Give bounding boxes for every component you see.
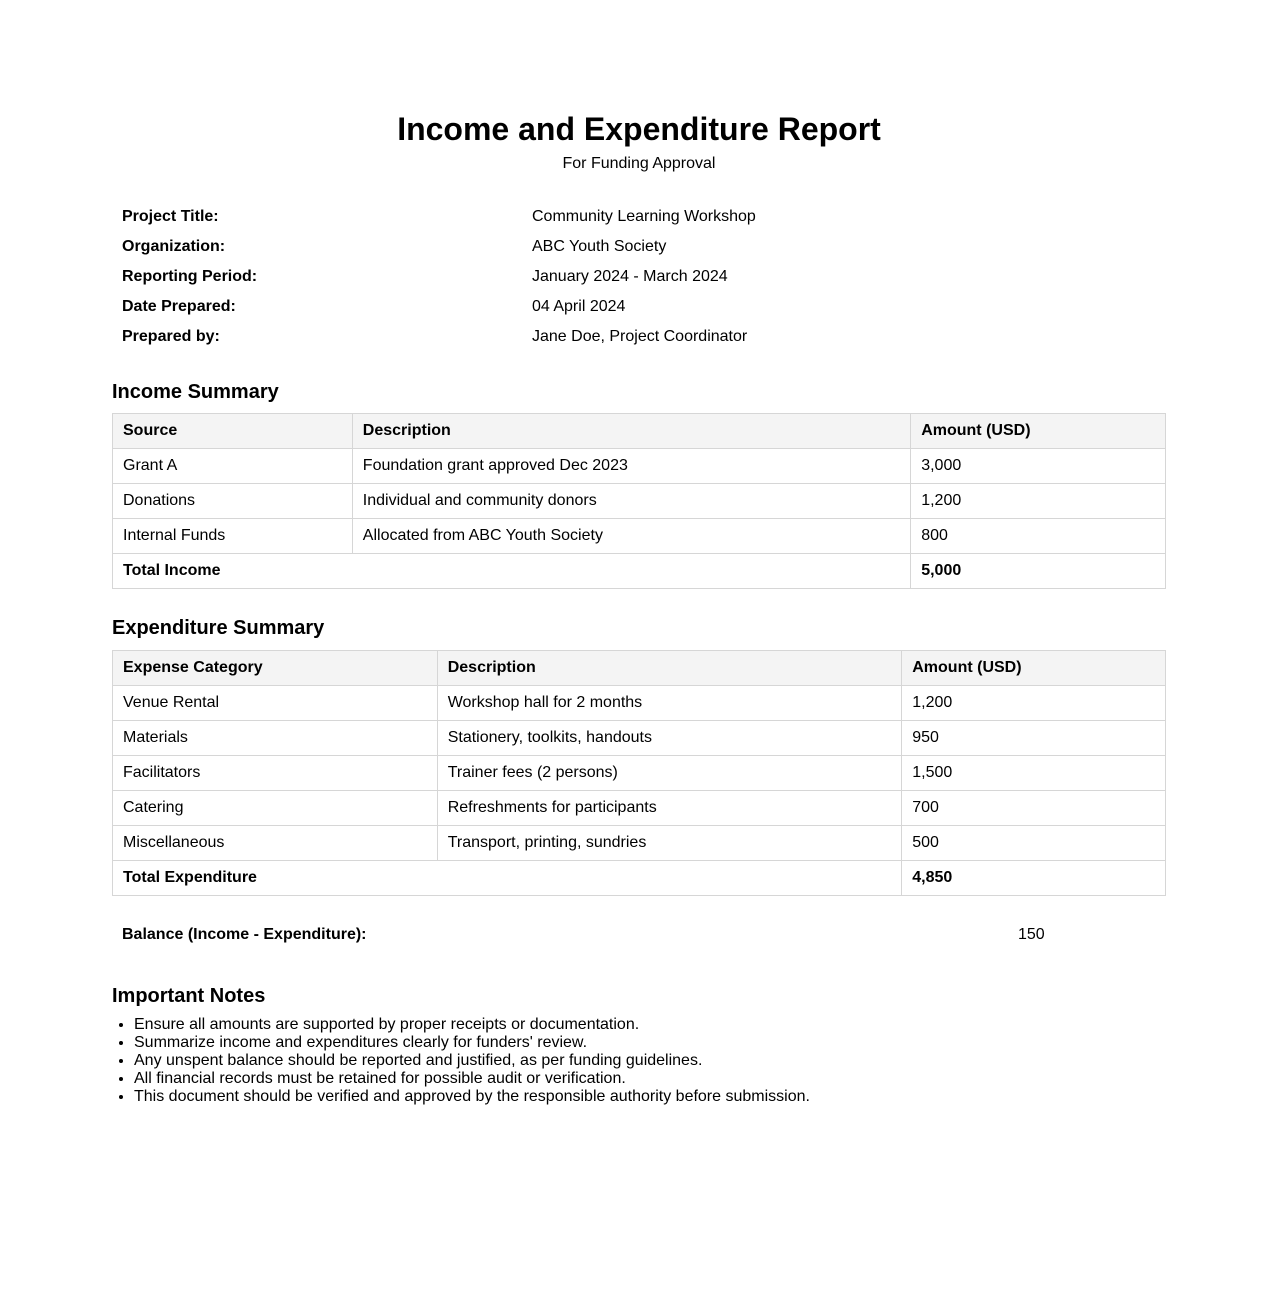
expense-category-cell: Miscellaneous [113,826,438,861]
table-row [113,756,1166,791]
expense-amount-cell: 950 [902,721,1166,756]
income-description-cell: Individual and community donors [352,484,910,519]
expense-category-cell: Catering [113,791,438,826]
expenditure-total-label: Total Expenditure [113,861,902,896]
income-amount-cell: 3,000 [911,449,1166,484]
expense-amount-cell: 1,200 [902,686,1166,721]
income-total-value: 5,000 [911,554,1166,589]
income-source-cell: Donations [113,484,353,519]
table-row [113,449,1166,484]
column-header-amount: Amount (USD) [911,414,1166,449]
column-header-expense-category: Expense Category [113,651,438,686]
project-info-table [112,202,1166,352]
column-header-description: Description [437,651,902,686]
expense-category-cell: Facilitators [113,756,438,791]
expense-category-cell: Venue Rental [113,686,438,721]
meta-row-organization [112,232,1166,262]
list-item: • All financial records must be retained for possible audit or verification. [134,1070,1188,1088]
income-total-label: Total Income [113,554,911,589]
meta-value: January 2024 - March 2024 [532,268,728,285]
expense-amount-cell: 1,500 [902,756,1166,791]
list-item: • Summarize income and expenditures clearly for funders' review. [134,1034,1188,1052]
income-table [112,413,1166,589]
column-header-source: Source [113,414,353,449]
meta-label: Reporting Period: [122,268,258,285]
income-description-cell: Foundation grant approved Dec 2023 [352,449,910,484]
income-description-cell: Allocated from ABC Youth Society [352,519,910,554]
income-amount-cell: 800 [911,519,1166,554]
column-header-description: Description [352,414,910,449]
meta-row-date-prepared [112,292,1166,322]
expense-description-cell: Refreshments for participants [437,791,902,826]
expense-category-cell: Materials [113,721,438,756]
meta-value: ABC Youth Society [532,238,667,255]
table-row [113,484,1166,519]
meta-row-reporting-period [112,262,1166,292]
expense-description-cell: Transport, printing, sundries [437,826,902,861]
expense-amount-cell: 700 [902,791,1166,826]
column-header-amount: Amount (USD) [902,651,1166,686]
meta-label: Prepared by: [122,328,220,345]
meta-value: Jane Doe, Project Coordinator [532,328,748,345]
table-row [113,519,1166,554]
income-header-row [113,414,1166,449]
page-title: Income and Expenditure Report [397,111,881,147]
page-subtitle: For Funding Approval [562,155,716,172]
notes-list [112,1016,1188,1106]
income-section-title: Income Summary [112,381,279,403]
table-row [113,826,1166,861]
table-row [113,721,1166,756]
table-row [113,686,1166,721]
expenditure-section-title: Expenditure Summary [112,617,325,639]
list-item: • This document should be verified and approved by the responsible authority before submission. [134,1088,1188,1106]
balance-label: Balance (Income - Expenditure): [122,926,367,943]
list-item: • Any unspent balance should be reported and justified, as per funding guidelines. [134,1052,1188,1070]
meta-row-prepared-by [112,322,1166,352]
meta-label: Organization: [122,238,226,255]
income-total-row [113,554,1166,589]
expense-description-cell: Workshop hall for 2 months [437,686,902,721]
meta-row-project-title [112,202,1166,232]
expense-amount-cell: 500 [902,826,1166,861]
meta-value: Community Learning Workshop [532,208,756,225]
table-row [113,791,1166,826]
meta-label: Project Title: [122,208,219,225]
list-item: • Ensure all amounts are supported by proper receipts or documentation. [134,1016,1188,1034]
expenditure-total-value: 4,850 [902,861,1166,896]
notes-section-title: Important Notes [112,985,266,1007]
income-source-cell: Grant A [113,449,353,484]
expenditure-header-row [113,651,1166,686]
income-source-cell: Internal Funds [113,519,353,554]
income-amount-cell: 1,200 [911,484,1166,519]
expenditure-table [112,650,1166,896]
expenditure-total-row [113,861,1166,896]
meta-label: Date Prepared: [122,298,236,315]
expense-description-cell: Stationery, toolkits, handouts [437,721,902,756]
balance-value: 150 [1018,926,1045,943]
expense-description-cell: Trainer fees (2 persons) [437,756,902,791]
balance-row [112,925,1166,945]
meta-value: 04 April 2024 [532,298,626,315]
